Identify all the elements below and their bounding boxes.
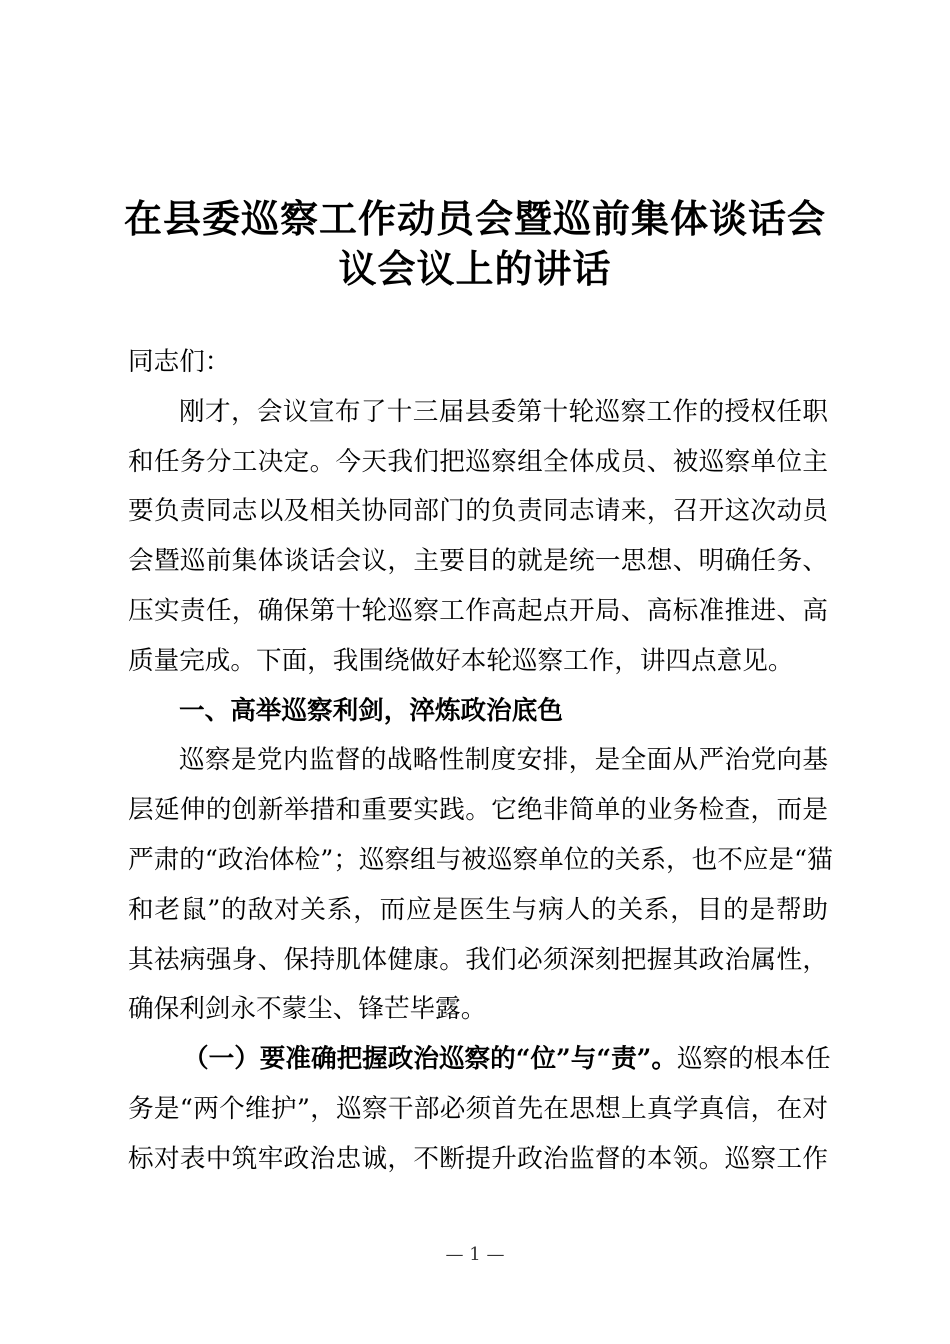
paragraph-line: 压实责任，确保第十轮巡察工作高起点开局、高标准推进、高 xyxy=(128,595,828,626)
paragraph-line xyxy=(128,1035,831,1085)
document-body xyxy=(128,338,833,1185)
paragraph-line: 确保利剑永不蒙尘、锋芒毕露。 xyxy=(128,994,487,1025)
page-number: — 1 — xyxy=(445,1244,505,1265)
paragraph-line: 要负责同志以及相关协同部门的负责同志请来，召开这次动员 xyxy=(128,496,828,527)
paragraph-line: 刚才，会议宣布了十三届县委第十轮巡察工作的授权任职 xyxy=(179,396,828,427)
paragraph-line: 和老鼠”的敌对关系，而应是医生与病人的关系，目的是帮助 xyxy=(128,894,828,925)
paragraph-line: 其祛病强身、保持肌体健康。我们必须深刻把握其政治属性， xyxy=(128,944,828,975)
document-title-line-2: 议会议上的讲话 xyxy=(338,246,612,291)
paragraph-line: 严肃的“政治体检”；巡察组与被巡察单位的关系，也不应是“猫 xyxy=(128,844,833,875)
paragraph-line: 务是“两个维护”，巡察干部必须首先在思想上真学真信，在对 xyxy=(128,1093,828,1124)
paragraph-text: 巡察的根本任 xyxy=(676,1044,831,1075)
paragraph-line: 层延伸的创新举措和重要实践。它绝非简单的业务检查，而是 xyxy=(128,795,828,826)
salutation: 同志们： xyxy=(128,347,231,377)
paragraph-line: 会暨巡前集体谈话会议，主要目的就是统一思想、明确任务、 xyxy=(128,546,828,577)
subsection-heading: （一）要准确把握政治巡察的“位”与“责”。 xyxy=(183,1044,677,1075)
paragraph-line: 标对表中筑牢政治忠诚，不断提升政治监督的本领。巡察工作 xyxy=(128,1143,828,1174)
paragraph-line: 质量完成。下面，我围绕做好本轮巡察工作，讲四点意见。 xyxy=(128,645,794,676)
section-heading: 一、高举巡察利剑，淬炼政治底色 xyxy=(179,695,563,726)
paragraph-line: 和任务分工决定。今天我们把巡察组全体成员、被巡察单位主 xyxy=(128,446,828,477)
document-title-line-1: 在县委巡察工作动员会暨巡前集体谈话会 xyxy=(123,196,826,241)
paragraph-line: 巡察是党内监督的战略性制度安排，是全面从严治党向基 xyxy=(179,745,828,776)
